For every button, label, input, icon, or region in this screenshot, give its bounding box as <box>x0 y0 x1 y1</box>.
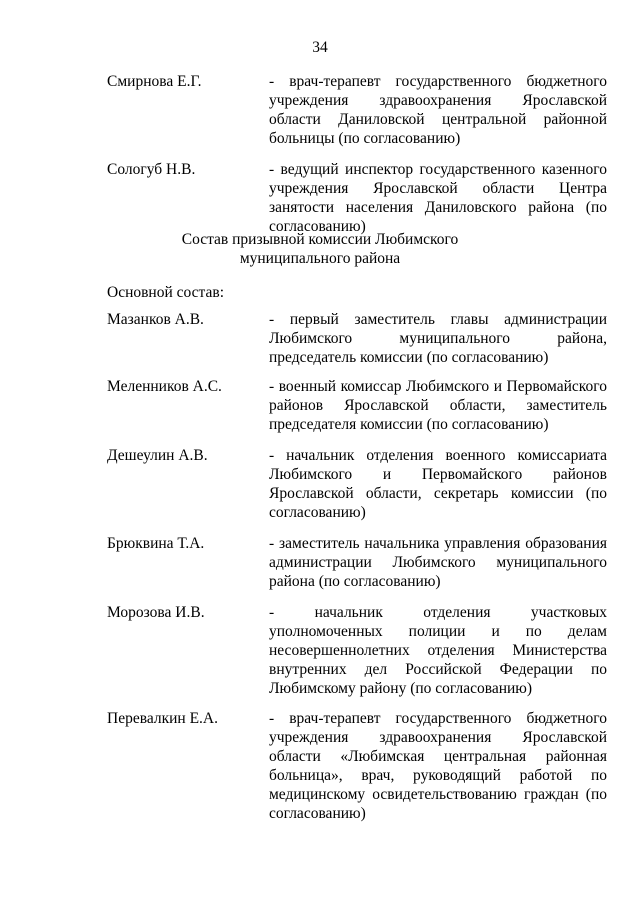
member-description: - заместитель начальника управления образования администрации Любимского муниципального района (по согласованию) <box>269 535 607 590</box>
subheading: Основной состав: <box>107 284 225 301</box>
section-heading-line1: Состав призывной комиссии Любимского <box>181 231 459 248</box>
member-description: - врач-терапевт государственного бюджетного учреждения здравоохранения Ярославской области «Любимская центральная районная больница», врач, руководящий работой по медицинскому освидетельствованию граждан (по согласованию) <box>269 710 607 822</box>
member-name: Брюквина Т.А. <box>107 535 205 552</box>
member-description: - начальник отделения участковых уполномоченных полиции и по делам несовершеннолетних отделения Министерства внутренних дел Российской Федерации по Любимскому району (по согласованию) <box>269 604 607 697</box>
member-name: Мазанков А.В. <box>107 311 204 328</box>
member-name: Перевалкин Е.А. <box>107 710 218 727</box>
member-description: - первый заместитель главы администрации Любимского муниципального района, председатель комиссии (по согласованию) <box>269 311 607 366</box>
member-description: - ведущий инспектор государственного казенного учреждения Ярославской области Центра занятости населения Даниловского района (по согласованию) <box>269 161 607 235</box>
member-name: Сологуб Н.В. <box>107 161 196 178</box>
member-name: Смирнова Е.Г. <box>107 73 202 90</box>
member-description: - военный комиссар Любимского и Первомайского районов Ярославской области, заместитель председателя комиссии (по согласованию) <box>269 378 607 433</box>
member-description: - врач-терапевт государственного бюджетного учреждения здравоохранения Ярославской области Даниловской центральной районной больницы (по согласованию) <box>269 73 607 147</box>
member-description: - начальник отделения военного комиссариата Любимского и Первомайского районов Ярославской области, секретарь комиссии (по согласованию) <box>269 447 607 521</box>
member-name: Дешеулин А.В. <box>107 447 208 464</box>
page-number: 34 <box>312 39 328 56</box>
member-name: Меленников А.С. <box>107 378 222 395</box>
member-name: Морозова И.В. <box>107 604 205 621</box>
section-heading-line2: муниципального района <box>239 250 401 267</box>
